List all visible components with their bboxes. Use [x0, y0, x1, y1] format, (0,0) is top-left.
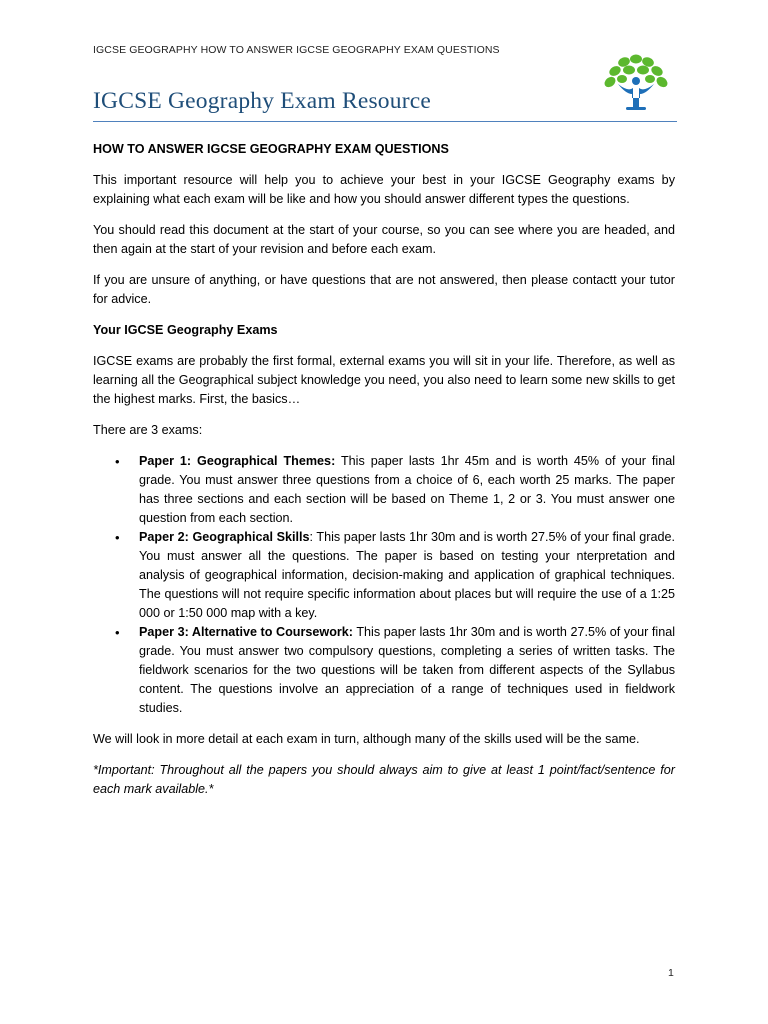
bullet-icon: •: [115, 625, 120, 640]
intro-paragraph-3: If you are unsure of anything, or have questions that are not answered, then please contactt your tutor for advice.: [93, 273, 675, 306]
running-header: IGCSE GEOGRAPHY HOW TO ANSWER IGCSE GEOGRAPHY EXAM QUESTIONS: [93, 44, 500, 56]
document-body: [93, 140, 675, 811]
paper-description: This paper lasts 1hr 45m and is worth 45% of your final grade. You must answer three questions from a choice of 6, each worth 25 marks. The paper has three sections and each section will be based on Theme 1, 2 or 3. You must answer one question from each section.: [139, 454, 675, 525]
bullet-icon: •: [115, 454, 120, 469]
list-item: [93, 452, 675, 528]
exam-count: There are 3 exams:: [93, 423, 203, 437]
list-item: [93, 528, 675, 623]
exams-paragraph: IGCSE exams are probably the first formal, external exams you will sit in your life. Therefore, as well as learning all the Geographical subject knowledge you need, you also need to learn some new skills to get the highest marks. First, the basics…: [93, 354, 675, 406]
tree-person-logo-icon: [604, 54, 668, 112]
intro-paragraph-2: You should read this document at the start of your course, so you can see where you are headed, and then again at the start of your revision and before each exam.: [93, 223, 675, 256]
bullet-icon: •: [115, 530, 120, 545]
paper-label: Paper 1: Geographical Themes:: [139, 454, 336, 468]
paper-description: : This paper lasts 1hr 30m and is worth 27.5% of your final grade. You must answer all the questions. The paper is based on testing your nterpretation and analysis of geographical information, decision-making and application of graphical techniques. The questions will not require specific information about places but will require the use of a 1:25 000 or 1:50 000 map with a key.: [139, 530, 675, 620]
paper-list: [93, 452, 675, 718]
page-number: 1: [668, 967, 674, 979]
exams-heading: Your IGCSE Geography Exams: [93, 323, 278, 337]
section-heading: HOW TO ANSWER IGCSE GEOGRAPHY EXAM QUESTIONS: [93, 142, 449, 156]
closing-paragraph: We will look in more detail at each exam in turn, although many of the skills used will be the same.: [93, 732, 640, 746]
document-title: IGCSE Geography Exam Resource: [93, 88, 431, 114]
intro-paragraph-1: This important resource will help you to achieve your best in your IGCSE Geography exams by explaining what each exam will be like and how you should answer different types the questions.: [93, 173, 675, 206]
paper-description: This paper lasts 1hr 30m and is worth 27.5% of your final grade. You must answer two compulsory questions, completing a series of written tasks. The fieldwork scenarios for the two questions will be taken from different aspects of the Syllabus content. The questions involve an appreciation of a range of techniques used in fieldwork studies.: [139, 625, 675, 715]
important-note: *Important: Throughout all the papers you should always aim to give at least 1 point/fact/sentence for each mark available.*: [93, 763, 675, 796]
paper-label: Paper 3: Alternative to Coursework:: [139, 625, 353, 639]
list-item: [93, 623, 675, 718]
paper-label: Paper 2: Geographical Skills: [139, 530, 310, 544]
title-divider: [93, 121, 677, 122]
